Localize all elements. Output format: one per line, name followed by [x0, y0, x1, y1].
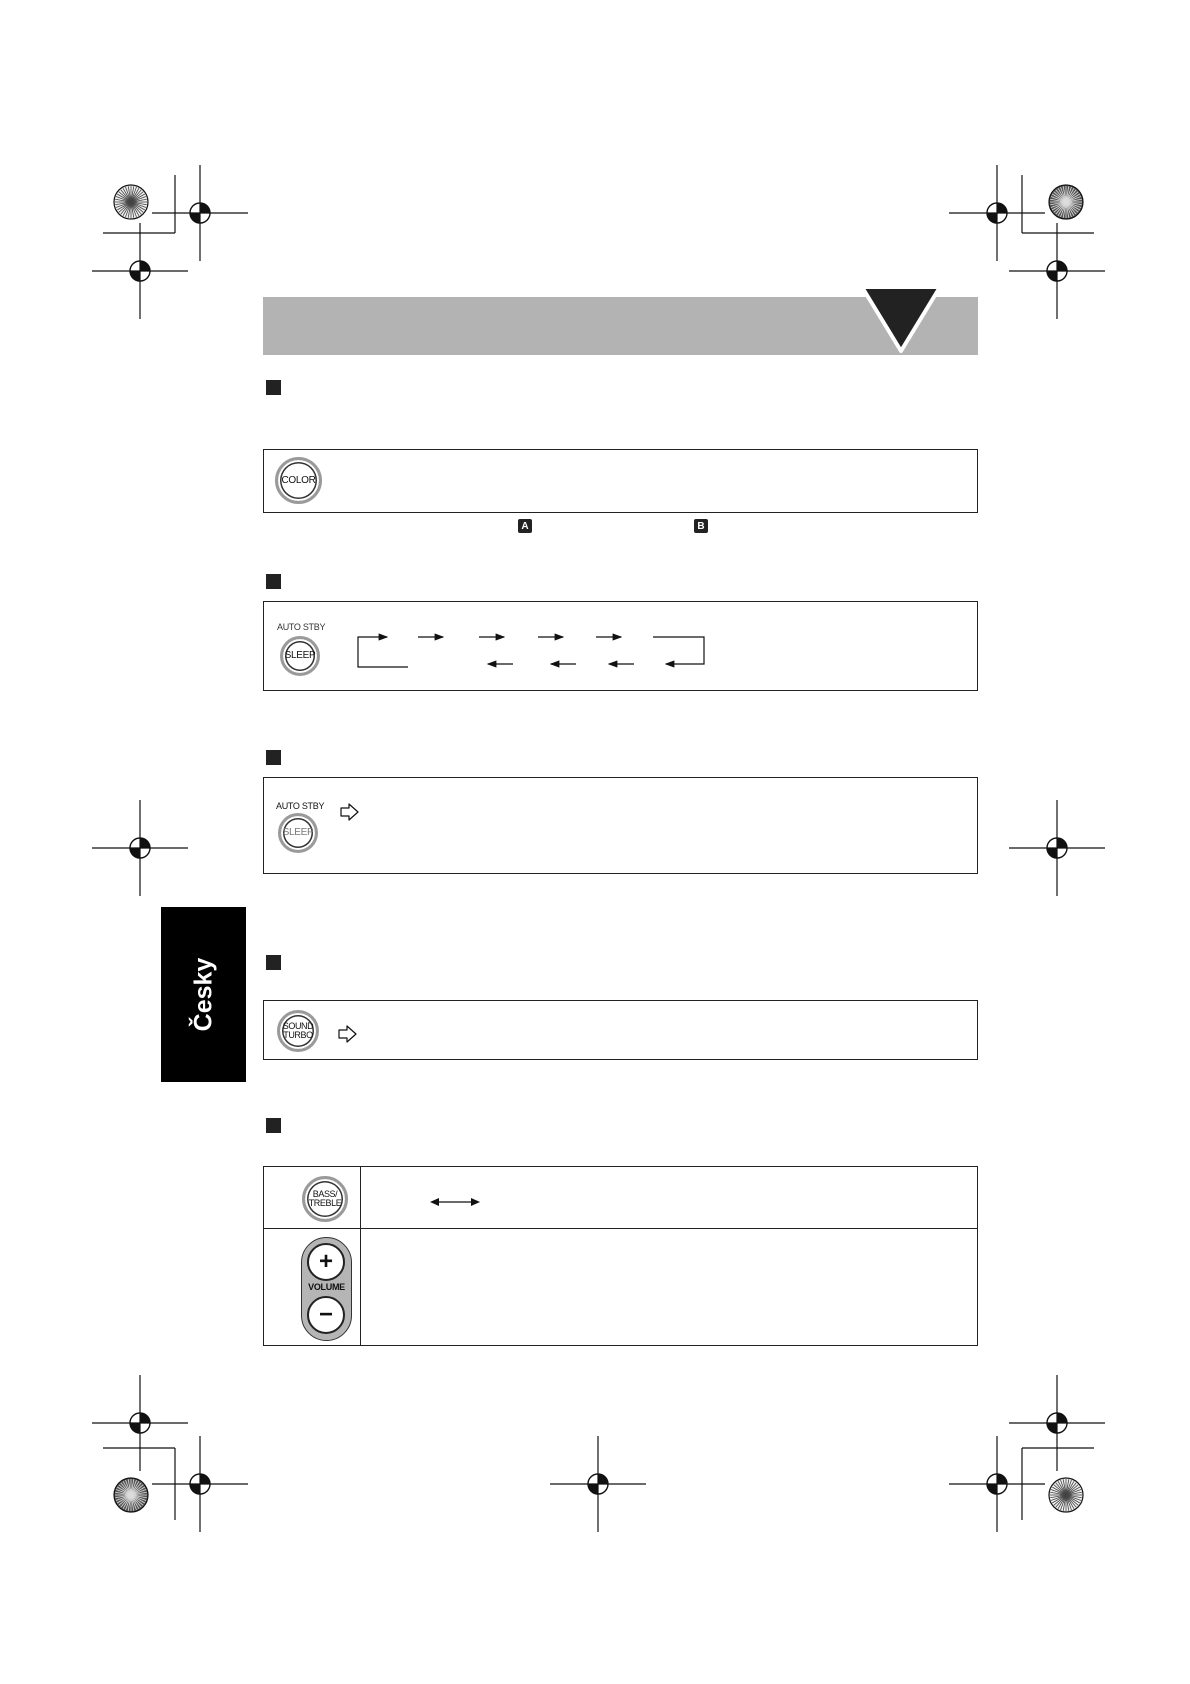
registration-mark-icon: [92, 223, 188, 319]
volume-up-label: +: [318, 1248, 333, 1275]
sleep-button[interactable]: [280, 636, 320, 676]
table-row-divider: [263, 1228, 978, 1229]
registration-mark-icon: [949, 1436, 1045, 1532]
color-box: [263, 449, 978, 513]
color-button[interactable]: [275, 457, 322, 504]
auto-stby-caption-2: AUTO STBY: [276, 801, 325, 811]
sound-turbo-box: [263, 1000, 978, 1060]
registration-mark-icon: [1009, 223, 1105, 319]
registration-mark-icon: [92, 800, 188, 896]
cycle-left-bracket: [358, 637, 408, 667]
auto-standby-button[interactable]: [278, 813, 318, 853]
bass-treble-button[interactable]: [302, 1176, 348, 1222]
auto-standby-button-label: SLEEP: [282, 827, 314, 838]
volume-label: VOLUME: [308, 1282, 345, 1292]
section-bullet-3: [266, 750, 281, 765]
starburst-target-icon: [114, 1478, 148, 1512]
section-bullet-2: [266, 574, 281, 589]
volume-up-button[interactable]: [307, 1243, 345, 1281]
tone-volume-table: [263, 1166, 978, 1346]
hollow-arrow-icon: [340, 803, 360, 821]
hollow-arrow-icon: [338, 1025, 358, 1043]
registration-mark-icon: [152, 1436, 248, 1532]
sound-turbo-button-label: SOUND TURBO: [282, 1021, 314, 1040]
auto-stby-caption-1: AUTO STBY: [277, 622, 326, 632]
sleep-button-label: SLEEP: [284, 650, 316, 661]
registration-mark-icon: [550, 1436, 646, 1532]
registration-mark-icon: [92, 1375, 188, 1471]
marker-b-icon: [694, 519, 708, 533]
marker-a-label: A: [521, 520, 529, 532]
volume-down-label: −: [318, 1301, 333, 1328]
registration-mark-icon: [152, 165, 248, 261]
volume-down-button[interactable]: [307, 1296, 345, 1334]
section-bullet-4: [266, 955, 281, 970]
sleep-cycle-diagram: [355, 625, 715, 670]
section-bullet-1: [266, 380, 281, 395]
double-arrow-icon: [430, 1196, 480, 1208]
color-button-label: COLOR: [281, 474, 316, 486]
bass-treble-button-label: BASS/ TREBLE: [308, 1189, 342, 1208]
registration-mark-icon: [1009, 1375, 1105, 1471]
sound-turbo-button[interactable]: [277, 1010, 319, 1052]
registration-mark-icon: [1009, 800, 1105, 896]
marker-b-label: B: [697, 520, 705, 532]
header-triangle-shape: [860, 285, 980, 357]
starburst-target-icon: [114, 185, 148, 219]
language-tab-label: Česky: [188, 957, 217, 1032]
table-column-divider: [360, 1166, 361, 1346]
registration-mark-icon: [949, 165, 1045, 261]
starburst-target-icon: [1049, 185, 1083, 219]
cycle-right-bracket: [653, 637, 704, 664]
starburst-target-icon: [1049, 1478, 1083, 1512]
language-tab: [161, 907, 246, 1082]
auto-standby-box: [263, 777, 978, 874]
section-bullet-5: [266, 1118, 281, 1133]
marker-a-icon: [518, 519, 532, 533]
